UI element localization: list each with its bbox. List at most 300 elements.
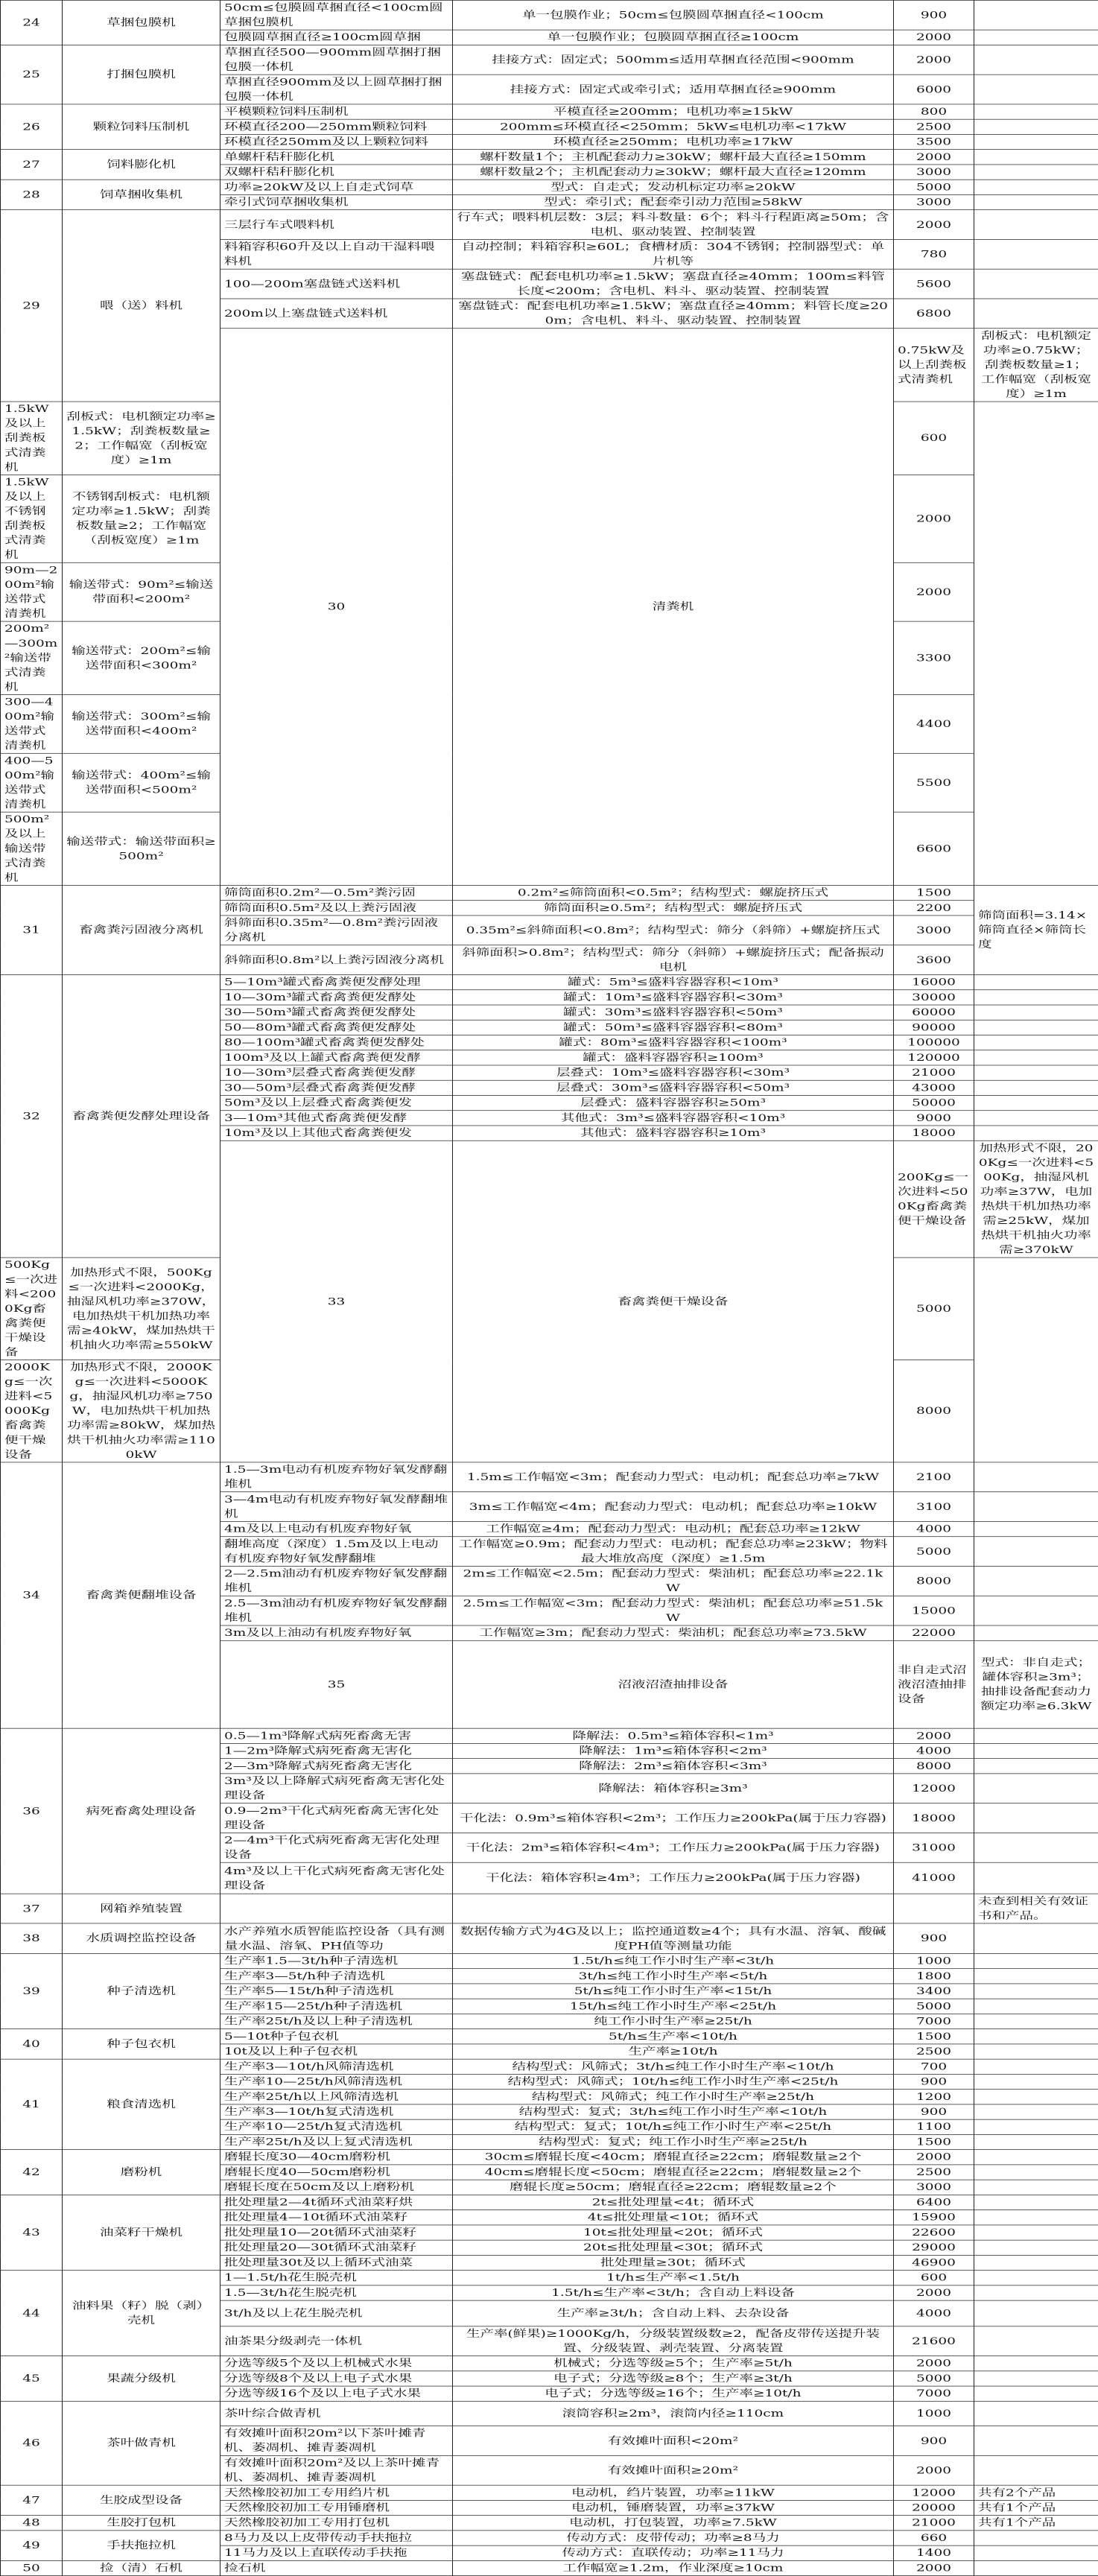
item-name: 病死畜禽处理设备 bbox=[63, 1728, 220, 1894]
note-cell bbox=[974, 45, 1098, 74]
parameter-cell: 输送带式：输送带面积≥500m² bbox=[63, 812, 220, 885]
note-cell bbox=[974, 1095, 1098, 1110]
item-number: 24 bbox=[1, 0, 63, 45]
amount-cell: 9000 bbox=[894, 1111, 974, 1126]
grade-cell: 0.5—1m³降解式病死畜禽无害 bbox=[220, 1728, 453, 1743]
grade-cell: 茶叶综合做青机 bbox=[220, 2401, 453, 2426]
item-name: 喂（送）料机 bbox=[63, 210, 220, 402]
amount-cell: 5000 bbox=[894, 1999, 974, 2014]
amount-cell: 2500 bbox=[894, 2165, 974, 2180]
note-cell bbox=[974, 2165, 1098, 2180]
parameter-cell: 结构型式：风筛式；10t/h≤纯工作小时生产率<25t/h bbox=[453, 2074, 894, 2089]
note-cell: 共有1个产品 bbox=[974, 2500, 1098, 2515]
amount-cell: 3300 bbox=[894, 621, 974, 694]
item-name: 油料果（籽）脱（剥）壳机 bbox=[63, 2271, 220, 2356]
amount-cell: 900 bbox=[894, 2104, 974, 2119]
note-cell bbox=[974, 2255, 1098, 2270]
item-name: 网箱养殖装置 bbox=[63, 1894, 220, 1923]
parameter-cell: 型式：非自走式；罐体容积≥3m³；抽排设备配套动力额定功率≥6.3kW bbox=[974, 1640, 1098, 1728]
parameter-cell: 斜筛面积>0.8m²；结构型式：筛分（斜筛）+螺旋挤压式；配备振动电机 bbox=[453, 945, 894, 975]
grade-cell: 0.9—2m³干化式病死畜禽无害化处理设备 bbox=[220, 1803, 453, 1833]
item-name: 捡（清）石机 bbox=[63, 2560, 220, 2575]
item-number: 28 bbox=[1, 180, 63, 209]
grade-cell: 天然橡胶初加工专用锤磨机 bbox=[220, 2500, 453, 2515]
parameter-cell: 层叠式：10m³≤盛料容器容积<30m³ bbox=[453, 1065, 894, 1080]
amount-cell: 2000 bbox=[894, 210, 974, 240]
grade-cell: 400—500m²输送带式清粪机 bbox=[1, 753, 63, 812]
table-row bbox=[1, 150, 1098, 165]
parameter-cell: 不锈钢刮板式：电机额定功率≥1.5kW；刮粪板数量≥2；工作幅宽（刮板宽度）≥1m bbox=[63, 475, 220, 562]
amount-cell: 2500 bbox=[894, 2044, 974, 2059]
grade-cell: 筛筒面积0.2m²—0.5m²粪污固 bbox=[220, 885, 453, 900]
grade-cell: 1—1.5t/h花生脱壳机 bbox=[220, 2271, 453, 2285]
note-cell bbox=[974, 1462, 1098, 1492]
item-number: 38 bbox=[1, 1923, 63, 1953]
grade-cell: 30—50m³罐式畜禽粪便发酵处 bbox=[220, 1005, 453, 1020]
parameter-cell: 罐式：80m³≤盛料容器容积<100m³ bbox=[453, 1035, 894, 1050]
grade-cell: 生产率25t/h以上风筛清选机 bbox=[220, 2090, 453, 2104]
grade-cell: 草捆直径900mm及以上圆草捆打捆包膜一体机 bbox=[220, 74, 453, 104]
grade-cell: 80—100m³罐式畜禽粪便发酵处 bbox=[220, 1035, 453, 1050]
note-cell bbox=[974, 2029, 1098, 2044]
grade-cell bbox=[220, 1894, 453, 1923]
amount-cell: 18000 bbox=[894, 1803, 974, 1833]
parameter-cell: 200mm≤环模直径<250mm；5kW≤电机功率<17kW bbox=[453, 119, 894, 134]
grade-cell: 2—2.5m油动有机废弃物好氧发酵翻堆机 bbox=[220, 1566, 453, 1596]
grade-cell: 3t/h及以上花生脱壳机 bbox=[220, 2300, 453, 2326]
amount-cell: 3000 bbox=[894, 2180, 974, 2195]
parameter-cell: 生产率(鲜果)≥1000Kg/h，分级装置级数≥2，配备皮带传送提升装置、分级装置、剥壳装置、分离装置 bbox=[453, 2326, 894, 2356]
grade-cell: 生产率25t/h及以上种子清选机 bbox=[220, 2014, 453, 2028]
item-number: 46 bbox=[1, 2401, 63, 2485]
amount-cell: 46900 bbox=[894, 2255, 974, 2270]
grade-cell: 分选等级16个及以上电子式水果 bbox=[220, 2386, 453, 2401]
parameter-cell: 自动控制；料箱容积≥60L；食槽材质：304不锈钢；控制器型式：单片机等 bbox=[453, 239, 894, 269]
note-cell bbox=[974, 2356, 1098, 2371]
note-cell bbox=[974, 2401, 1098, 2426]
amount-cell: 20000 bbox=[894, 2500, 974, 2515]
grade-cell: 2.5—3m油动有机废弃物好氧发酵翻堆机 bbox=[220, 1596, 453, 1625]
amount-cell: 5000 bbox=[894, 2371, 974, 2386]
grade-cell: 生产率25t/h及以上复式清选机 bbox=[220, 2134, 453, 2149]
amount-cell: 6600 bbox=[894, 812, 974, 885]
amount-cell: 1000 bbox=[894, 2401, 974, 2426]
parameter-cell: 电子式；分选等级≥16个；生产率≥10t/h bbox=[453, 2386, 894, 2401]
item-name: 清粪机 bbox=[453, 329, 894, 886]
amount-cell: 3500 bbox=[894, 134, 974, 149]
parameter-cell: 纯工作小时生产率≥25t/h bbox=[453, 2014, 894, 2028]
item-name: 水质调控监控设备 bbox=[63, 1923, 220, 1953]
note-cell bbox=[974, 1065, 1098, 1080]
note-cell: 筛筒面积=3.14×筛筒直径×筛筒长度 bbox=[974, 885, 1098, 974]
note-cell bbox=[974, 2180, 1098, 2195]
amount-cell: 5000 bbox=[894, 180, 974, 194]
item-name: 畜禽粪便干燥设备 bbox=[453, 1141, 894, 1462]
note-cell bbox=[974, 1833, 1098, 1862]
parameter-cell: 电动机，绉片装置，功率≥11kW bbox=[453, 2485, 894, 2500]
amount-cell: 780 bbox=[894, 239, 974, 269]
grade-cell: 100—200m塞盘链式送料机 bbox=[220, 269, 453, 299]
grade-cell: 批处理量20—30t循环式油菜籽 bbox=[220, 2240, 453, 2255]
amount-cell: 21600 bbox=[894, 2326, 974, 2356]
item-number: 30 bbox=[220, 329, 453, 886]
table-body bbox=[1, 0, 1098, 2575]
parameter-cell: 传动方式：直联传动；功率≥11马力 bbox=[453, 2545, 894, 2560]
amount-cell: 2000 bbox=[894, 562, 974, 621]
item-number: 36 bbox=[1, 1728, 63, 1894]
note-cell bbox=[974, 2426, 1098, 2456]
note-cell bbox=[974, 2326, 1098, 2356]
parameter-cell: 螺杆数量1个；主机配套动力≥30kW；螺杆最大直径≥150mm bbox=[453, 150, 894, 165]
parameter-cell: 挂接方式：固定式；500mm≤适用草捆直径范围<900mm bbox=[453, 45, 894, 74]
grade-cell: 3m及以上油动有机废弃物好氧 bbox=[220, 1625, 453, 1640]
item-number: 49 bbox=[1, 2531, 63, 2560]
parameter-cell: 电动机，打包装置，功率≥7.5kW bbox=[453, 2516, 894, 2531]
parameter-cell: 罐式：5m³≤盛料容器容积<10m³ bbox=[453, 975, 894, 990]
amount-cell: 2000 bbox=[894, 150, 974, 165]
item-number: 47 bbox=[1, 2485, 63, 2515]
parameter-cell: 3m≤工作幅宽<4m；配套动力型式：电动机；配套总功率≥10kW bbox=[453, 1492, 894, 1522]
note-cell bbox=[974, 2150, 1098, 2165]
parameter-cell: 其他式：3m³≤盛料容器容积<10m³ bbox=[453, 1111, 894, 1126]
parameter-cell bbox=[453, 1894, 894, 1923]
amount-cell: 700 bbox=[894, 2059, 974, 2074]
note-cell bbox=[974, 134, 1098, 149]
table-row bbox=[1, 104, 1098, 119]
note-cell bbox=[974, 2371, 1098, 2386]
table-row bbox=[1, 2029, 1098, 2044]
grade-cell: 200m²—300m²输送带式清粪机 bbox=[1, 621, 63, 694]
amount-cell: 4000 bbox=[894, 1521, 974, 1536]
parameter-cell: 结构型式：复式；纯工作小时生产率≥25t/h bbox=[453, 2134, 894, 2149]
note-cell bbox=[974, 180, 1098, 194]
grade-cell: 油茶果分级剥壳一体机 bbox=[220, 2326, 453, 2356]
amount-cell: 3400 bbox=[894, 1984, 974, 1999]
amount-cell: 2000 bbox=[894, 2356, 974, 2371]
note-cell: 共有1个产品 bbox=[974, 2516, 1098, 2531]
grade-cell: 1.5—3m电动有机废弃物好氧发酵翻堆机 bbox=[220, 1462, 453, 1492]
amount-cell: 3600 bbox=[894, 945, 974, 975]
parameter-cell: 螺杆数量2个；主机配套动力≥30kW；螺杆最大直径≥120mm bbox=[453, 165, 894, 180]
item-number: 42 bbox=[1, 2150, 63, 2195]
amount-cell: 1500 bbox=[894, 2029, 974, 2044]
grade-cell: 生产率10—25t/h风筛清选机 bbox=[220, 2074, 453, 2089]
parameter-cell: 滚筒容积≥2m³，滚筒内径≥110cm bbox=[453, 2401, 894, 2426]
amount-cell: 12000 bbox=[894, 1774, 974, 1803]
grade-cell: 2000Kg≤一次进料<5000Kg畜禽粪便干燥设备 bbox=[1, 1360, 63, 1462]
note-cell bbox=[974, 2300, 1098, 2326]
amount-cell: 2000 bbox=[894, 2285, 974, 2300]
grade-cell: 10m³及以上其他式畜禽粪便发 bbox=[220, 1126, 453, 1141]
amount-cell: 800 bbox=[894, 104, 974, 119]
grade-cell: 双螺杆秸秆膨化机 bbox=[220, 165, 453, 180]
parameter-cell: 刮板式：电机额定功率≥0.75kW；刮粪板数量≥1；工作幅宽（刮板宽度）≥1m bbox=[974, 329, 1098, 402]
grade-cell: 200Kg≤一次进料<500Kg畜禽粪便干燥设备 bbox=[894, 1141, 974, 1257]
grade-cell: 草捆直径500—900mm圆草捆打捆包膜一体机 bbox=[220, 45, 453, 74]
grade-cell: 5—10t种子包衣机 bbox=[220, 2029, 453, 2044]
amount-cell: 50000 bbox=[894, 1095, 974, 1110]
parameter-cell: 数据传输方式为4G及以上；监控通道数≥4个；具有水温、溶氧、酸碱度PH值等测量功能 bbox=[453, 1923, 894, 1953]
parameter-cell: 型式：自走式；发动机标定功率≥20kW bbox=[453, 180, 894, 194]
item-number: 40 bbox=[1, 2029, 63, 2059]
parameter-cell: 干化法：0.9m³≤箱体容积<2m³；工作压力≥200kPa(属于压力容器) bbox=[453, 1803, 894, 1833]
parameter-cell: 2.5m≤工作幅宽<3m；配套动力型式：柴油机；配套总功率≥51.5kW bbox=[453, 1596, 894, 1625]
grade-cell: 8马力及以上皮带传动手扶拖拉 bbox=[220, 2531, 453, 2545]
parameter-cell: 工作幅宽≥1.2m，作业深度≥10cm bbox=[453, 2560, 894, 2575]
note-cell bbox=[974, 1537, 1098, 1567]
parameter-cell: 5t/h≤生产率<10t/h bbox=[453, 2029, 894, 2044]
item-name: 种子包衣机 bbox=[63, 2029, 220, 2059]
parameter-cell: 3t/h≤纯工作小时生产率<5t/h bbox=[453, 1969, 894, 1984]
item-number: 39 bbox=[1, 1953, 63, 2028]
grade-cell: 500m²及以上输送带式清粪机 bbox=[1, 812, 63, 885]
amount-cell: 5500 bbox=[894, 753, 974, 812]
parameter-cell: 生产率≥3t/h；含自动上料、去杂设备 bbox=[453, 2300, 894, 2326]
item-name: 手扶拖拉机 bbox=[63, 2531, 220, 2560]
amount-cell: 29000 bbox=[894, 2240, 974, 2255]
amount-cell: 1500 bbox=[894, 2134, 974, 2149]
note-cell bbox=[974, 2090, 1098, 2104]
item-name: 磨粉机 bbox=[63, 2150, 220, 2195]
amount-cell: 90000 bbox=[894, 1020, 974, 1035]
amount-cell: 6800 bbox=[894, 299, 974, 329]
grade-cell: 磨辊长度40—50cm磨粉机 bbox=[220, 2165, 453, 2180]
grade-cell: 分选等级8个及以上电子式水果 bbox=[220, 2371, 453, 2386]
grade-cell: 筛筒面积0.5m²及以上粪污固液 bbox=[220, 901, 453, 916]
parameter-cell: 有效摊叶面积<20m² bbox=[453, 2426, 894, 2456]
note-cell bbox=[974, 1126, 1098, 1141]
grade-cell: 1.5—3t/h花生脱壳机 bbox=[220, 2285, 453, 2300]
note-cell bbox=[974, 150, 1098, 165]
grade-cell: 分选等级5个及以上机械式水果 bbox=[220, 2356, 453, 2371]
amount-cell: 1500 bbox=[894, 885, 974, 900]
amount-cell: 2200 bbox=[894, 901, 974, 916]
item-name: 生胶打包机 bbox=[63, 2516, 220, 2531]
parameter-cell: 2m≤工作幅宽<2.5m；配套动力型式：柴油机；配套总功率≥22.1kW bbox=[453, 1566, 894, 1596]
item-number: 41 bbox=[1, 2059, 63, 2149]
parameter-cell: 1.5t/h≤纯工作小时生产率<3t/h bbox=[453, 1953, 894, 1968]
grade-cell: 环模直径200—250mm颗粒饲料 bbox=[220, 119, 453, 134]
note-cell bbox=[974, 2104, 1098, 2119]
grade-cell: 生产率3—10t/h风筛清选机 bbox=[220, 2059, 453, 2074]
note-cell bbox=[974, 1080, 1098, 1095]
grade-cell: 环模直径250mm及以上颗粒饲料 bbox=[220, 134, 453, 149]
grade-cell: 功率≥20kW及以上自走式饲草 bbox=[220, 180, 453, 194]
grade-cell: 5—10m³罐式畜禽粪便发酵处理 bbox=[220, 975, 453, 990]
note-cell bbox=[974, 1969, 1098, 1984]
parameter-cell: 罐式：10m³≤盛料容器容积<30m³ bbox=[453, 990, 894, 1005]
parameter-cell: 罐式：50m³≤盛料容器容积<80m³ bbox=[453, 1020, 894, 1035]
table-row bbox=[1, 2195, 1098, 2209]
note-cell bbox=[974, 1984, 1098, 1999]
grade-cell: 生产率3—10t/h复式清选机 bbox=[220, 2104, 453, 2119]
grade-cell: 三层行车式喂料机 bbox=[220, 210, 453, 240]
note-cell bbox=[974, 1596, 1098, 1625]
item-number: 44 bbox=[1, 2271, 63, 2356]
note-cell bbox=[974, 2455, 1098, 2485]
parameter-cell: 干化法：箱体容积≥4m³；工作压力≥200kPa(属于压力容器) bbox=[453, 1862, 894, 1894]
note-cell: 共有2个产品 bbox=[974, 2485, 1098, 2500]
table-row bbox=[1, 2401, 1098, 2426]
amount-cell: 900 bbox=[894, 1923, 974, 1953]
grade-cell: 斜筛面积0.8m²以上粪污固液分离机 bbox=[220, 945, 453, 975]
amount-cell: 8000 bbox=[894, 1759, 974, 1774]
grade-cell: 包膜圆草捆直径≥100cm圆草捆 bbox=[220, 30, 453, 45]
note-cell bbox=[974, 1566, 1098, 1596]
parameter-cell: 工作幅宽≥0.9m；配套动力型式：电动机；配套总功率≥23kW；物料最大堆放高度（深度）≥1.5m bbox=[453, 1537, 894, 1567]
parameter-cell: 批处理量≥30t；循环式 bbox=[453, 2255, 894, 2270]
parameter-cell: 电子式；分选等级≥8个；生产率≥3t/h bbox=[453, 2371, 894, 2386]
parameter-cell: 0.35m²≤斜筛面积<0.8m²；结构型式：筛分（斜筛）+螺旋挤压式 bbox=[453, 916, 894, 945]
note-cell bbox=[974, 1050, 1098, 1065]
parameter-cell: 结构型式：风筛式；3t/h≤纯工作小时生产率<10t/h bbox=[453, 2059, 894, 2074]
note-cell bbox=[974, 0, 1098, 30]
parameter-cell: 机械式；分选等级≥5个；生产率≥5t/h bbox=[453, 2356, 894, 2371]
amount-cell: 4000 bbox=[894, 1743, 974, 1758]
item-number: 26 bbox=[1, 104, 63, 150]
amount-cell: 8000 bbox=[894, 1360, 974, 1462]
amount-cell: 3000 bbox=[894, 916, 974, 945]
grade-cell: 10—30m³层叠式畜禽粪便发酵 bbox=[220, 1065, 453, 1080]
item-number: 29 bbox=[1, 210, 63, 402]
item-name: 油菜籽干燥机 bbox=[63, 2195, 220, 2270]
item-name: 生胶成型设备 bbox=[63, 2485, 220, 2515]
table-row bbox=[1, 2516, 1098, 2531]
table-row bbox=[1, 975, 1098, 990]
note-cell bbox=[974, 1774, 1098, 1803]
amount-cell: 1800 bbox=[894, 1969, 974, 1984]
table-row bbox=[1, 2485, 1098, 2500]
grade-cell: 磨辊长度30—40cm磨粉机 bbox=[220, 2150, 453, 2165]
parameter-cell: 1.5t/h≤生产率<3t/h；含自动上料设备 bbox=[453, 2285, 894, 2300]
amount-cell: 1000 bbox=[894, 1953, 974, 1968]
grade-cell: 2—3m³降解式病死畜禽无害化 bbox=[220, 1759, 453, 1774]
parameter-cell: 降解法：箱体容积≥3m³ bbox=[453, 1774, 894, 1803]
amount-cell: 2000 bbox=[894, 30, 974, 45]
amount-cell: 21000 bbox=[894, 2516, 974, 2531]
amount-cell: 3000 bbox=[894, 165, 974, 180]
item-number: 50 bbox=[1, 2560, 63, 2575]
note-cell bbox=[974, 1862, 1098, 1894]
grade-cell: 3—4m电动有机废弃物好氧发酵翻堆机 bbox=[220, 1492, 453, 1522]
parameter-cell: 其他式：盛料容器容积≥10m³ bbox=[453, 1126, 894, 1141]
note-cell bbox=[974, 1803, 1098, 1833]
grade-cell: 生产率3—5t/h种子清选机 bbox=[220, 1969, 453, 1984]
note-cell bbox=[974, 1743, 1098, 1758]
grade-cell: 11马力及以上直联传动手扶拖 bbox=[220, 2545, 453, 2560]
parameter-cell: 输送带式：400m²≤输送带面积<500m² bbox=[63, 753, 220, 812]
grade-cell: 3—10m³其他式畜禽粪便发酵 bbox=[220, 1111, 453, 1126]
note-cell bbox=[974, 1111, 1098, 1126]
parameter-cell: 塞盘链式：配套电机功率≥1.5kW；塞盘直径≥40mm；料管长度≥200m；含电机、料斗、驱动装置、控制装置 bbox=[453, 299, 894, 329]
item-number: 34 bbox=[1, 1462, 63, 1728]
grade-cell: 30—50m³层叠式畜禽粪便发酵 bbox=[220, 1080, 453, 1095]
parameter-cell: 工作幅宽≥4m；配套动力型式：电动机；配套总功率≥12kW bbox=[453, 1521, 894, 1536]
grade-cell: 200m以上塞盘链式送料机 bbox=[220, 299, 453, 329]
item-name: 饲草捆收集机 bbox=[63, 180, 220, 209]
amount-cell: 3000 bbox=[894, 194, 974, 209]
grade-cell: 平模颗粒饲料压制机 bbox=[220, 104, 453, 119]
parameter-cell: 结构型式：风筛式；纯工作小时生产率≥25t/h bbox=[453, 2090, 894, 2104]
parameter-cell: 塞盘链式：配套电机功率≥1.5kW；塞盘直径≥40mm；100m≤料管长度<200m；含电机、料斗、驱动装置、控制装置 bbox=[453, 269, 894, 299]
note-cell bbox=[974, 2119, 1098, 2134]
amount-cell: 900 bbox=[894, 2074, 974, 2089]
parameter-cell: 5t/h≤纯工作小时生产率<15t/h bbox=[453, 1984, 894, 1999]
amount-cell: 30000 bbox=[894, 990, 974, 1005]
amount-cell: 22000 bbox=[894, 1625, 974, 1640]
amount-cell: 600 bbox=[894, 2271, 974, 2285]
parameter-cell: 1t/h≤生产率<1.5t/h bbox=[453, 2271, 894, 2285]
grade-cell: 生产率15—25t/h种子清选机 bbox=[220, 1999, 453, 2014]
grade-cell: 翻堆高度（深度）1.5m及以上电动有机废弃物好氧发酵翻堆 bbox=[220, 1537, 453, 1567]
note-cell bbox=[974, 239, 1098, 269]
item-name: 种子清选机 bbox=[63, 1953, 220, 2028]
parameter-cell: 刮板式：电机额定功率≥1.5kW；刮粪板数量≥2；工作幅宽（刮板宽度）≥1m bbox=[63, 402, 220, 475]
amount-cell: 900 bbox=[894, 0, 974, 30]
amount-cell: 31000 bbox=[894, 1833, 974, 1862]
amount-cell: 2000 bbox=[894, 45, 974, 74]
table-row bbox=[1, 1953, 1098, 1968]
amount-cell: 900 bbox=[894, 2426, 974, 2456]
parameter-cell: 挂接方式：固定式或牵引式；适用草捆直径≥900mm bbox=[453, 74, 894, 104]
parameter-cell: 加热形式不限，2000Kg≤一次进料<5000Kg，抽湿风机功率≥750W，电加热烘干机加热功率需≥80kW，煤加热烘干机抽火功率需≥1100kW bbox=[63, 1360, 220, 1462]
amount-cell: 7000 bbox=[894, 2014, 974, 2028]
grade-cell: 单螺杆秸秆膨化机 bbox=[220, 150, 453, 165]
amount-cell bbox=[894, 1894, 974, 1923]
note-cell bbox=[974, 2134, 1098, 2149]
amount-cell: 2000 bbox=[894, 2150, 974, 2165]
grade-cell: 水产养殖水质智能监控设备（具有测量水温、溶氧、PH值等功 bbox=[220, 1923, 453, 1953]
table-row bbox=[1, 885, 1098, 900]
parameter-cell: 1.5m≤工作幅宽<3m；配套动力型式：电动机；配套总功率≥7kW bbox=[453, 1462, 894, 1492]
parameter-cell: 电动机，锤磨装置，功率≥37kW bbox=[453, 2500, 894, 2515]
note-cell bbox=[974, 2014, 1098, 2028]
amount-cell: 12000 bbox=[894, 2485, 974, 2500]
parameter-cell: 行车式；喂料机层数：3层；料斗数量：6个；料斗行程距离≥50m；含电机、驱动装置、控制装置 bbox=[453, 210, 894, 240]
note-cell bbox=[974, 1521, 1098, 1536]
item-name: 草捆包膜机 bbox=[63, 0, 220, 45]
item-number: 33 bbox=[220, 1141, 453, 1462]
note-cell bbox=[974, 2386, 1098, 2401]
parameter-cell: 工作幅宽≥3m；配套动力型式：柴油机；配套总功率≥73.5kW bbox=[453, 1625, 894, 1640]
grade-cell: 4m³及以上干化式病死畜禽无害化处理设备 bbox=[220, 1862, 453, 1894]
parameter-cell: 层叠式：30m³≤盛料容器容积<50m³ bbox=[453, 1080, 894, 1095]
table-row bbox=[1, 210, 1098, 240]
grade-cell: 非自走式沼液沼渣抽排设备 bbox=[894, 1640, 974, 1728]
table-row bbox=[1, 1462, 1098, 1492]
table-row bbox=[1, 1894, 1098, 1923]
grade-cell: 1.5kW及以上刮粪板式清粪机 bbox=[1, 402, 63, 475]
grade-cell: 料箱容积60升及以上自动干湿料喂料机 bbox=[220, 239, 453, 269]
amount-cell: 5000 bbox=[894, 1537, 974, 1567]
parameter-cell: 15t/h≤纯工作小时生产率<25t/h bbox=[453, 1999, 894, 2014]
parameter-cell: 有效摊叶面积≥20m² bbox=[453, 2455, 894, 2485]
amount-cell: 120000 bbox=[894, 1050, 974, 1065]
parameter-cell: 环模直径≥250mm；电机功率≥17kW bbox=[453, 134, 894, 149]
note-cell bbox=[974, 1492, 1098, 1522]
grade-cell: 磨辊长度在50cm及以上磨粉机 bbox=[220, 2180, 453, 2195]
table-row bbox=[1, 0, 1098, 30]
grade-cell: 批处理量4—10t循环式油菜籽 bbox=[220, 2210, 453, 2225]
table-row bbox=[1, 2059, 1098, 2074]
parameter-cell: 降解法：0.5m³≤箱体容积<1m³ bbox=[453, 1728, 894, 1743]
grade-cell: 生产率1.5—3t/h种子清选机 bbox=[220, 1953, 453, 1968]
note-cell bbox=[974, 1020, 1098, 1035]
grade-cell: 生产率10—25t/h复式清选机 bbox=[220, 2119, 453, 2134]
parameter-cell: 输送带式：300m²≤输送带面积<400m² bbox=[63, 694, 220, 753]
table-row bbox=[1, 180, 1098, 194]
parameter-cell: 传动方式：皮带传动；功率≥8马力 bbox=[453, 2531, 894, 2545]
